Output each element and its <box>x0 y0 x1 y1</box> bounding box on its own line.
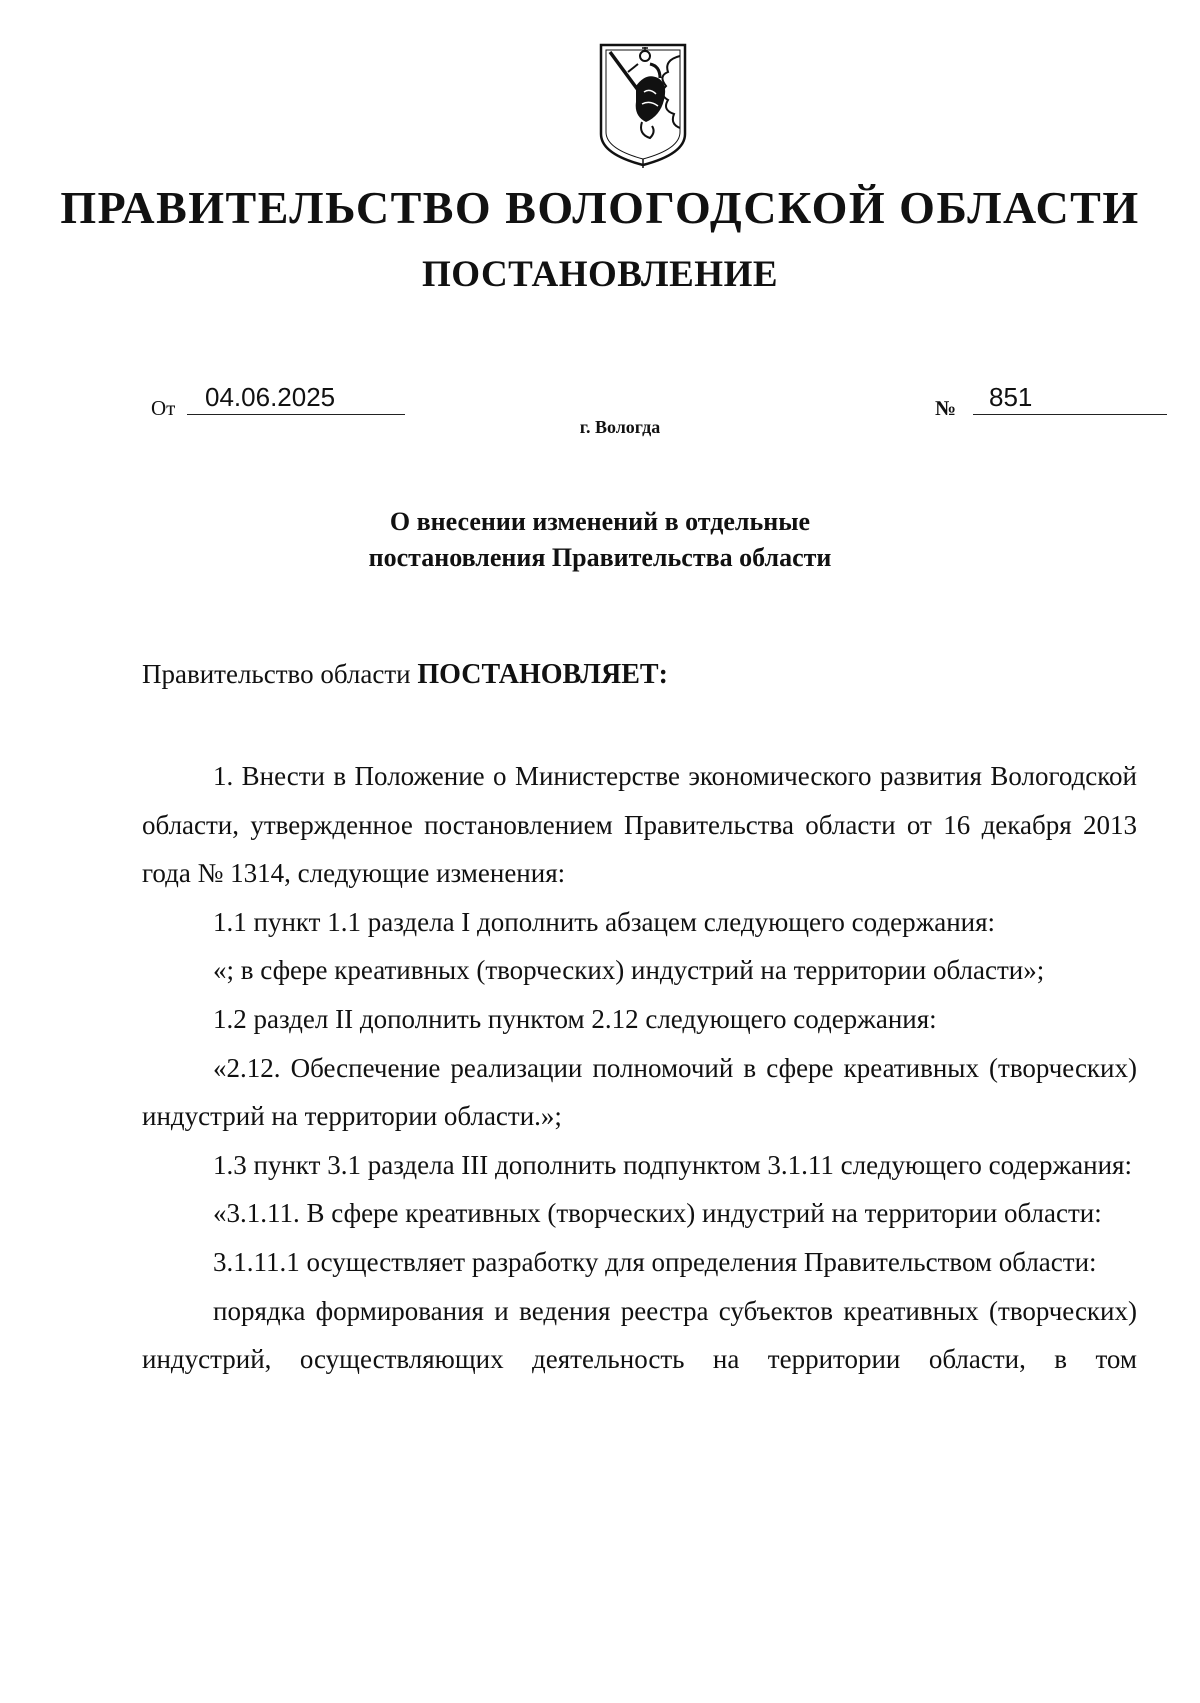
subject-line-1: О внесении изменений в отдельные <box>389 507 811 536</box>
date-underline <box>187 414 405 415</box>
body-paragraph: 3.1.11.1 осуществляет разработку для определения Правительством области: <box>213 1246 1097 1277</box>
body-paragraph: «2.12. Обеспечение реализации полномочий в сфере креативных (творческих) индустрий на территории области.»; <box>142 1052 1137 1132</box>
government-title: ПРАВИТЕЛЬСТВО ВОЛОГОДСКОЙ ОБЛАСТИ <box>60 182 1140 233</box>
body-paragraph: 1. Внести в Положение о Министерстве экономического развития Вологодской области, утвержденное постановлением Правительства области от 16 декабря 2013 года № 1314, следующие изменения: <box>142 761 1137 889</box>
body-paragraph: 1.1 пункт 1.1 раздела I дополнить абзацем следующего содержания: <box>213 906 996 937</box>
date-prefix: От <box>151 396 176 420</box>
subject-line-2: постановления Правительства области <box>368 543 832 572</box>
document-type: ПОСТАНОВЛЕНИЕ <box>421 254 779 295</box>
document-city: г. Вологда <box>579 417 661 437</box>
number-underline <box>973 414 1167 415</box>
intro-keyword: ПОСТАНОВЛЯЕТ: <box>417 659 668 690</box>
document-body <box>142 752 1137 1384</box>
intro-text: Правительство области <box>142 659 418 689</box>
body-paragraph: 1.2 раздел II дополнить пунктом 2.12 следующего содержания: <box>213 1003 937 1034</box>
body-paragraph: порядка формирования и ведения реестра субъектов креативных (творческих) индустрий, осуществляющих деятельность на территории области, в том <box>142 1295 1137 1375</box>
number-prefix: № <box>935 396 957 420</box>
document-number: 851 <box>989 382 1033 412</box>
resolution-intro <box>142 656 668 693</box>
body-paragraph: «; в сфере креативных (творческих) индустрий на территории области»; <box>213 955 1045 986</box>
body-paragraph: «3.1.11. В сфере креативных (творческих) индустрий на территории области: <box>213 1198 1102 1229</box>
body-paragraph: 1.3 пункт 3.1 раздела III дополнить подпунктом 3.1.11 следующего содержания: <box>213 1149 1132 1180</box>
document-date: 04.06.2025 <box>205 382 336 412</box>
coat-of-arms-icon <box>598 42 688 168</box>
document-subject <box>0 504 1200 576</box>
